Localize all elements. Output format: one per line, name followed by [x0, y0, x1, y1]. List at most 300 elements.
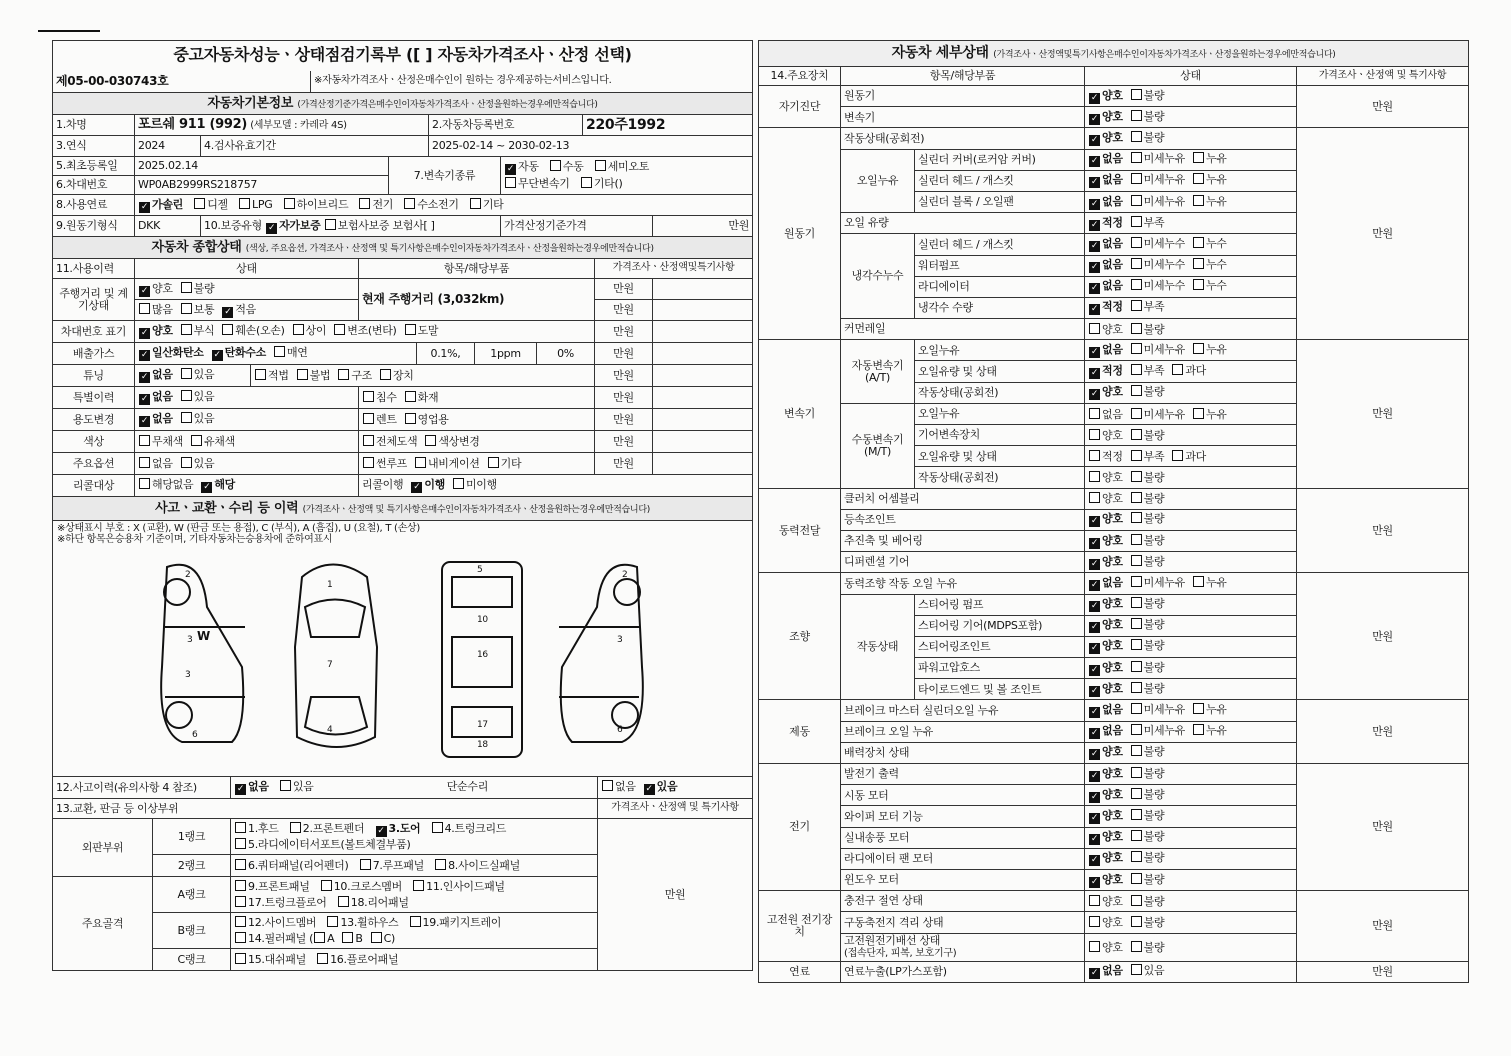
item-state — [1085, 594, 1297, 615]
checkbox — [139, 435, 150, 446]
price-unit: 만원 — [1297, 340, 1469, 488]
vin-mismatch: 상이 — [305, 324, 327, 337]
state-option: 미세누유 — [1143, 173, 1185, 187]
checkbox — [181, 282, 192, 293]
state-option: 불량 — [1143, 471, 1165, 485]
accident-none: 없음 — [248, 780, 269, 793]
rank1-label: 1랭크 — [153, 819, 231, 855]
pillar-b: B — [355, 931, 363, 945]
checkbox-checked: ✓ — [213, 350, 221, 360]
recall-none: 해당없음 — [152, 478, 194, 491]
price-unit: 만원 — [1297, 488, 1469, 573]
detail-title: 자동차 세부상태 — [891, 45, 989, 62]
item-state — [1085, 255, 1297, 276]
state-option: 불량 — [1143, 872, 1165, 886]
special-history-label: 특별이력 — [53, 387, 135, 409]
checkbox-checked: ✓ — [140, 372, 149, 382]
checkbox — [235, 822, 246, 833]
item-label: 타이로드엔드 및 볼 조인트 — [915, 679, 1085, 700]
price-unit: 만원 — [595, 279, 653, 300]
checkbox-checked: ✓ — [224, 306, 232, 317]
checkbox — [1131, 450, 1142, 461]
state-option: 없음 — [1102, 964, 1123, 978]
checkbox-checked: ✓ — [645, 784, 653, 794]
item-label: 와이퍼 모터 기능 — [841, 806, 1085, 827]
checkbox — [1131, 173, 1142, 184]
state-option: 없음 — [1102, 407, 1123, 421]
checkbox — [1131, 703, 1142, 714]
item-label: 등속조인트 — [841, 509, 1085, 530]
car-left-side-view — [161, 565, 245, 742]
checkbox — [1131, 300, 1142, 311]
checkbox — [342, 932, 353, 943]
basic-info-header — [53, 93, 753, 115]
checkbox — [359, 198, 370, 209]
state-option: 양호 — [1102, 385, 1123, 399]
hv-wire-sub: (접속단자, 피복, 보호기구) — [844, 947, 957, 959]
tuning-legal: 적법 — [268, 369, 289, 383]
state-option: 불량 — [1143, 554, 1165, 568]
item-label: 시동 모터 — [841, 785, 1085, 806]
state-option: 적정 — [1102, 215, 1123, 229]
fuel-lpg: LPG — [252, 197, 273, 211]
checkbox — [235, 859, 246, 870]
checkbox-checked: ✓ — [1090, 876, 1099, 887]
state-option: 양호 — [1102, 916, 1123, 930]
item-state — [1085, 149, 1297, 170]
legend-codes: ※상태표시 부호 : X (교환), W (판금 또는 용접), C (부식), A (흠집), U (요철), T (손상) — [57, 523, 420, 534]
option-other: 기타 — [500, 457, 522, 471]
item-label: 동력조향 작동 오일 누유 — [841, 573, 1085, 594]
checkbox — [1131, 724, 1142, 735]
checkbox — [327, 916, 338, 927]
checkbox — [1131, 152, 1142, 163]
item-state — [1085, 573, 1297, 594]
item-label: 기어변속장치 — [915, 425, 1085, 446]
emission-label: 배출가스 — [53, 343, 135, 365]
checkbox — [1193, 703, 1204, 714]
checkbox — [405, 324, 416, 335]
part-door: 3.도어 — [388, 821, 421, 835]
state-option: 양호 — [1102, 322, 1123, 336]
item-state — [1085, 679, 1297, 700]
item-label: 실린더 커버(로커암 커버) — [915, 149, 1085, 170]
state-option: 부족 — [1143, 450, 1165, 463]
transmission-options — [501, 157, 753, 195]
item-label: 추진축 및 베어링 — [841, 530, 1085, 551]
item-label: 파워고압호스 — [915, 658, 1085, 679]
rankB-label: B랭크 — [153, 913, 231, 949]
checkbox-checked: ✓ — [1090, 601, 1099, 612]
part-inside-panel: 11.인사이드패널 — [426, 879, 505, 893]
checkbox-checked: ✓ — [1090, 113, 1099, 124]
checkbox — [1131, 89, 1142, 100]
checkbox — [1089, 323, 1100, 334]
mark-4: 4 — [327, 725, 333, 735]
checkbox-checked: ✓ — [267, 222, 276, 233]
overall-status-table — [52, 236, 753, 497]
state-option: 미세누유 — [1143, 152, 1185, 166]
car-submodel: (세부모델 : 카레라 4S) — [250, 120, 347, 132]
checkbox — [1131, 492, 1142, 503]
model-year: 2024 — [135, 136, 201, 157]
checkbox — [595, 160, 606, 171]
checkbox-checked: ✓ — [236, 784, 245, 794]
state-option: 부족 — [1143, 300, 1165, 314]
color-chromatic: 유채색 — [203, 435, 235, 449]
state-option: 불량 — [1143, 88, 1165, 102]
label-warranty: 10.보증유형 — [204, 218, 262, 232]
device-group: 고전원 전기장치 — [759, 891, 841, 961]
state-option: 있음 — [1143, 964, 1165, 978]
state-option: 없음 — [1102, 724, 1123, 738]
fuel-options — [135, 195, 753, 216]
accident-table: 사고ㆍ교환ㆍ수리 등 이력 (가격조사ㆍ산정액 및 특기사항은매수인이자동차가격조사ㆍ산정을원하는경우에만적습니다) ※상태표시 부호 : X (교환), W (판금 또는 용접), C (부식), A (흠집), U (요철), T (손상) ※하단 항목은승용차 기준이며, 기타자동차는승용차에 준하여표시 2 3 W 3 6 1 7 4 5 10 16 17 18 2 3 6 12.사고이력(유의사항 4 참조) ✓ 없음 있음 단순수리 없음 ✓ 있음 13.교환, 판금 등 이상부위 가격조사ㆍ산정액 및 특기사항 외판부위 1랭크 1.후드 2.프론트펜더 ✓ 3.도어 4.트렁크리드 5.라디에이터서포트(볼트체결부품) 만원 2랭크 6.쿼터패널(리어펜더) 7.루프패널 8.사이드실패널 주요골격 A랭크 9.프론트패널 10.크로스멤버 11.인사이드패널 17.트렁크플로어 18.리어패널 B랭크 12.사이드멤버 13.휠하우스 19.패키지트레이 14.필러패널 ( A B C) C랭크 15.대쉬패널 16.플로어패널 — [52, 496, 753, 971]
item-state — [1085, 128, 1297, 149]
warranty-options — [201, 216, 501, 237]
tuning-structure: 구조 — [351, 369, 372, 383]
checkbox — [1131, 195, 1142, 206]
sub-group: 오일누유 — [841, 149, 915, 213]
item-label: 스티어링조인트 — [915, 636, 1085, 657]
state-option: 양호 — [1102, 109, 1123, 123]
checkbox — [1131, 895, 1142, 906]
price-unit: 만원 — [1297, 573, 1469, 700]
state-option: 없음 — [1102, 236, 1123, 250]
label-base-price: 가격산정기준가격 — [501, 216, 653, 237]
state-option: 없음 — [1102, 342, 1123, 356]
checkbox-checked: ✓ — [1090, 770, 1099, 781]
checkbox-checked: ✓ — [1090, 685, 1099, 696]
price-unit: 만원 — [595, 343, 653, 365]
rank2-label: 2랭크 — [153, 855, 231, 877]
item-state — [1085, 848, 1297, 869]
state-option: 미세누유 — [1143, 194, 1185, 208]
state-option: 불량 — [1143, 533, 1165, 547]
overall-title: 자동차 종합상태 — [151, 239, 242, 255]
state-option: 불량 — [1143, 109, 1165, 123]
checkbox-checked: ✓ — [203, 482, 211, 492]
checkbox — [181, 303, 192, 314]
checkbox — [1131, 323, 1142, 334]
checkbox-checked: ✓ — [1090, 389, 1099, 400]
trans-cvt: 무단변속기 — [518, 176, 570, 190]
overall-header — [53, 237, 753, 259]
checkbox — [293, 324, 304, 335]
pillar-a: A — [327, 931, 335, 945]
device-group: 제동 — [759, 700, 841, 764]
basic-info-note: (가격산정기준가격은매수인이자동차가격조사ㆍ산정을원하는경우에만적습니다) — [297, 99, 598, 110]
trans-auto: 자동 — [518, 160, 539, 173]
checkbox — [274, 346, 285, 357]
rankA-label: A랭크 — [153, 877, 231, 913]
exchange-price-unit: 만원 — [598, 819, 753, 971]
fuel-hybrid: 하이브리드 — [296, 197, 349, 211]
mark-6r: 6 — [617, 725, 623, 735]
checkbox-checked: ✓ — [377, 825, 385, 836]
state-option: 불량 — [1143, 512, 1165, 526]
checkbox-checked: ✓ — [1090, 728, 1099, 739]
state-option: 없음 — [1102, 703, 1123, 717]
item-state — [1085, 340, 1297, 361]
checkbox — [235, 896, 246, 907]
corner-mark — [38, 30, 100, 32]
item-state — [1085, 785, 1297, 806]
checkbox-checked: ✓ — [1090, 304, 1099, 315]
checkbox — [1131, 385, 1142, 396]
part-front-fender: 2.프론트펜더 — [302, 821, 365, 835]
state-option: 누유 — [1205, 703, 1227, 717]
checkbox-checked: ✓ — [140, 394, 149, 404]
state-option: 불량 — [1143, 681, 1165, 695]
mark-2r: 2 — [622, 570, 628, 580]
checkbox — [235, 880, 246, 891]
label-model-year: 3.연식 — [53, 136, 135, 157]
state-option: 미세누유 — [1143, 407, 1185, 421]
checkbox-checked: ✓ — [1090, 516, 1099, 527]
overall-note: (색상, 주요옵션, 가격조사ㆍ산정액 및 특기사항은매수인이자동차가격조사ㆍ산정을원하는경우에만적습니다) — [245, 243, 654, 254]
checkbox — [235, 838, 246, 849]
item-state — [1085, 191, 1297, 212]
device-group: 조향 — [759, 573, 841, 700]
state-option: 양호 — [1102, 872, 1123, 886]
state-option: 양호 — [1102, 681, 1123, 695]
checkbox — [1131, 964, 1142, 975]
checkbox-checked: ✓ — [1090, 92, 1099, 103]
state-option: 불량 — [1143, 830, 1165, 844]
checkbox — [1131, 216, 1142, 227]
first-registration: 2025.02.14 — [135, 157, 389, 176]
checkbox — [1131, 343, 1142, 354]
item-state — [1085, 827, 1297, 848]
checkbox — [1131, 258, 1142, 269]
checkbox-checked: ✓ — [1090, 198, 1099, 209]
part-pillar-panel: 14.필러패널 — [248, 931, 306, 945]
part-side-member: 12.사이드멤버 — [248, 915, 317, 929]
checkbox — [371, 932, 382, 943]
checkbox — [1131, 237, 1142, 248]
special-none: 없음 — [152, 390, 173, 403]
item-state — [1085, 891, 1297, 912]
usage-yes: 있음 — [193, 412, 215, 425]
car-right-side-view — [559, 565, 643, 742]
left-section — [52, 40, 752, 971]
part-trunk-lid: 4.트렁크리드 — [444, 821, 507, 835]
fuel-electric: 전기 — [372, 197, 394, 211]
checkbox — [363, 391, 374, 402]
fuel-other: 기타 — [482, 197, 504, 211]
state-option: 불량 — [1143, 130, 1165, 144]
color-full-paint: 전체도색 — [376, 435, 418, 449]
part-side-sill: 8.사이드실패널 — [448, 859, 520, 873]
checkbox — [410, 916, 421, 927]
part-wheel-house: 13.휠하우스 — [340, 915, 399, 929]
recall-done: 이행 — [424, 478, 445, 491]
checkbox — [1193, 152, 1204, 163]
checkbox — [363, 435, 374, 446]
item-label: 원동기 — [841, 86, 1085, 107]
checkbox-checked: ✓ — [1090, 812, 1099, 823]
checkbox — [1131, 745, 1142, 756]
frame-label: 주요골격 — [53, 877, 153, 971]
checkbox — [602, 780, 613, 791]
price-note — [653, 387, 753, 409]
mark-10: 10 — [477, 615, 488, 625]
sub-group: 냉각수누수 — [841, 234, 915, 319]
price-unit: 만원 — [1297, 128, 1469, 340]
state-option: 없음 — [1102, 194, 1123, 208]
item-state — [1085, 467, 1297, 488]
item-label: 라디에이터 팬 모터 — [841, 848, 1085, 869]
checkbox — [1131, 941, 1142, 952]
price-unit: 만원 — [595, 321, 653, 343]
vin-altered: 변조(변타) — [347, 324, 397, 337]
checkbox — [338, 369, 349, 380]
item-state — [1085, 552, 1297, 573]
checkbox — [435, 859, 446, 870]
part-roof-panel: 7.루프패널 — [372, 859, 424, 873]
state-option: 불량 — [1143, 851, 1165, 865]
checkbox — [1172, 364, 1183, 375]
state-option: 양호 — [1102, 533, 1123, 547]
checkbox — [1193, 343, 1204, 354]
checkbox-checked: ✓ — [140, 201, 149, 212]
part-rear-panel: 18.리어패널 — [350, 895, 409, 909]
checkbox — [1193, 724, 1204, 735]
col-state: 상태 — [135, 259, 359, 279]
label-first-registration: 5.최초등록일 — [53, 157, 135, 176]
warranty-self: 자가보증 — [279, 218, 321, 232]
checkbox-checked: ✓ — [1090, 134, 1099, 145]
base-price-unit: 만원 — [653, 216, 753, 237]
odometer-value: 현재 주행거리 (3,032km) — [362, 292, 505, 307]
checkbox — [1131, 279, 1142, 290]
checkbox — [321, 880, 332, 891]
item-label: 작동상태(공회전) — [915, 382, 1085, 403]
checkbox-checked: ✓ — [1090, 177, 1099, 188]
vin-good: 양호 — [152, 324, 173, 337]
item-state — [1085, 912, 1297, 933]
checkbox-checked: ✓ — [1090, 968, 1099, 979]
special-flood: 침수 — [376, 391, 397, 405]
state-option: 불량 — [1143, 916, 1165, 930]
state-option: 양호 — [1102, 894, 1123, 908]
checkbox — [235, 916, 246, 927]
checkbox-checked: ✓ — [1090, 622, 1099, 633]
item-state — [1085, 361, 1297, 382]
mark-16: 16 — [477, 650, 488, 660]
checkbox-checked: ✓ — [1090, 579, 1099, 590]
simple-repair-options — [598, 777, 753, 799]
vin-marking-label: 차대번호 표기 — [53, 321, 135, 343]
price-note — [653, 300, 753, 321]
label-vin: 6.차대번호 — [53, 176, 135, 195]
fuel-gasoline: 가솔린 — [152, 197, 183, 211]
col-part: 항목/해당부품 — [359, 259, 595, 279]
part-front-panel: 9.프론트패널 — [248, 879, 310, 893]
state-option: 미세누유 — [1143, 724, 1185, 738]
mark-1: 1 — [327, 580, 333, 590]
state-option: 부족 — [1143, 364, 1165, 378]
emission-smoke: 매연 — [286, 346, 308, 359]
car-top-view — [295, 565, 377, 748]
emission-co-value: 0.1%, — [417, 343, 475, 365]
checkbox — [139, 457, 150, 468]
mileage-normal: 보통 — [193, 302, 215, 316]
legend-note: ※하단 항목은승용차 기준이며, 기타자동차는승용차에 준하여표시 — [57, 533, 333, 545]
checkbox — [1131, 576, 1142, 587]
detail-header — [759, 41, 1469, 67]
col-price: 가격조사ㆍ산정액및특기사항 — [595, 259, 753, 279]
checkbox-checked: ✓ — [1090, 749, 1099, 760]
state-option: 불량 — [1143, 940, 1165, 954]
checkbox — [1089, 895, 1100, 906]
checkbox — [1131, 364, 1142, 375]
state-option: 양호 — [1102, 88, 1123, 102]
mark-17: 17 — [477, 720, 488, 730]
recall-applicable: 해당 — [214, 478, 235, 491]
checkbox — [1131, 788, 1142, 799]
state-option: 적정 — [1102, 364, 1123, 378]
checkbox — [280, 780, 291, 791]
price-unit: 만원 — [595, 365, 653, 387]
item-state — [1085, 446, 1297, 467]
state-option: 불량 — [1143, 618, 1165, 632]
recall-done-label: 리콜이행 — [362, 478, 404, 491]
sub-group: 수동변속기 (M/T) — [841, 403, 915, 488]
state-option: 누유 — [1205, 575, 1227, 589]
state-option: 양호 — [1102, 130, 1123, 144]
accident-header — [53, 497, 753, 521]
item-state — [1085, 276, 1297, 297]
exchange-label: 13.교환, 판금 등 이상부위 — [53, 799, 598, 819]
checkbox — [181, 368, 192, 379]
emission-co: 일산화탄소 — [152, 346, 204, 359]
state-option: 불량 — [1143, 787, 1165, 801]
checkbox — [1089, 492, 1100, 503]
checkbox — [1193, 195, 1204, 206]
color-achromatic: 무채색 — [152, 435, 183, 449]
state-option: 누수 — [1205, 279, 1227, 293]
mark-2: 2 — [185, 570, 191, 580]
item-state — [1085, 615, 1297, 636]
checkbox-checked: ✓ — [1090, 240, 1099, 251]
state-option: 양호 — [1102, 639, 1123, 653]
price-unit: 만원 — [1297, 891, 1469, 961]
odometer-bad: 불량 — [193, 281, 215, 295]
part-dash-panel: 15.대쉬패널 — [248, 953, 306, 967]
accident-note: (가격조사ㆍ산정액 및 특기사항은매수인이자동차가격조사ㆍ산정을원하는경우에만적습니다) — [302, 504, 650, 515]
item-label: 작동상태(공회전) — [841, 128, 1085, 149]
engine-type: DKK — [135, 216, 201, 237]
checkbox — [360, 859, 371, 870]
checkbox-checked: ✓ — [1090, 262, 1099, 273]
checkbox — [1193, 237, 1204, 248]
checkbox — [1172, 450, 1183, 461]
state-option: 양호 — [1102, 554, 1123, 568]
item-label: 오일누유 — [915, 340, 1085, 361]
price-unit: 만원 — [1297, 86, 1469, 128]
state-option: 미세누유 — [1143, 575, 1185, 589]
item-state — [1085, 742, 1297, 763]
checkbox — [1131, 916, 1142, 927]
price-note — [653, 365, 753, 387]
checkbox — [181, 412, 192, 423]
item-state — [1085, 658, 1297, 679]
state-option: 양호 — [1102, 428, 1123, 442]
checkbox — [297, 369, 308, 380]
checkbox — [453, 478, 464, 489]
